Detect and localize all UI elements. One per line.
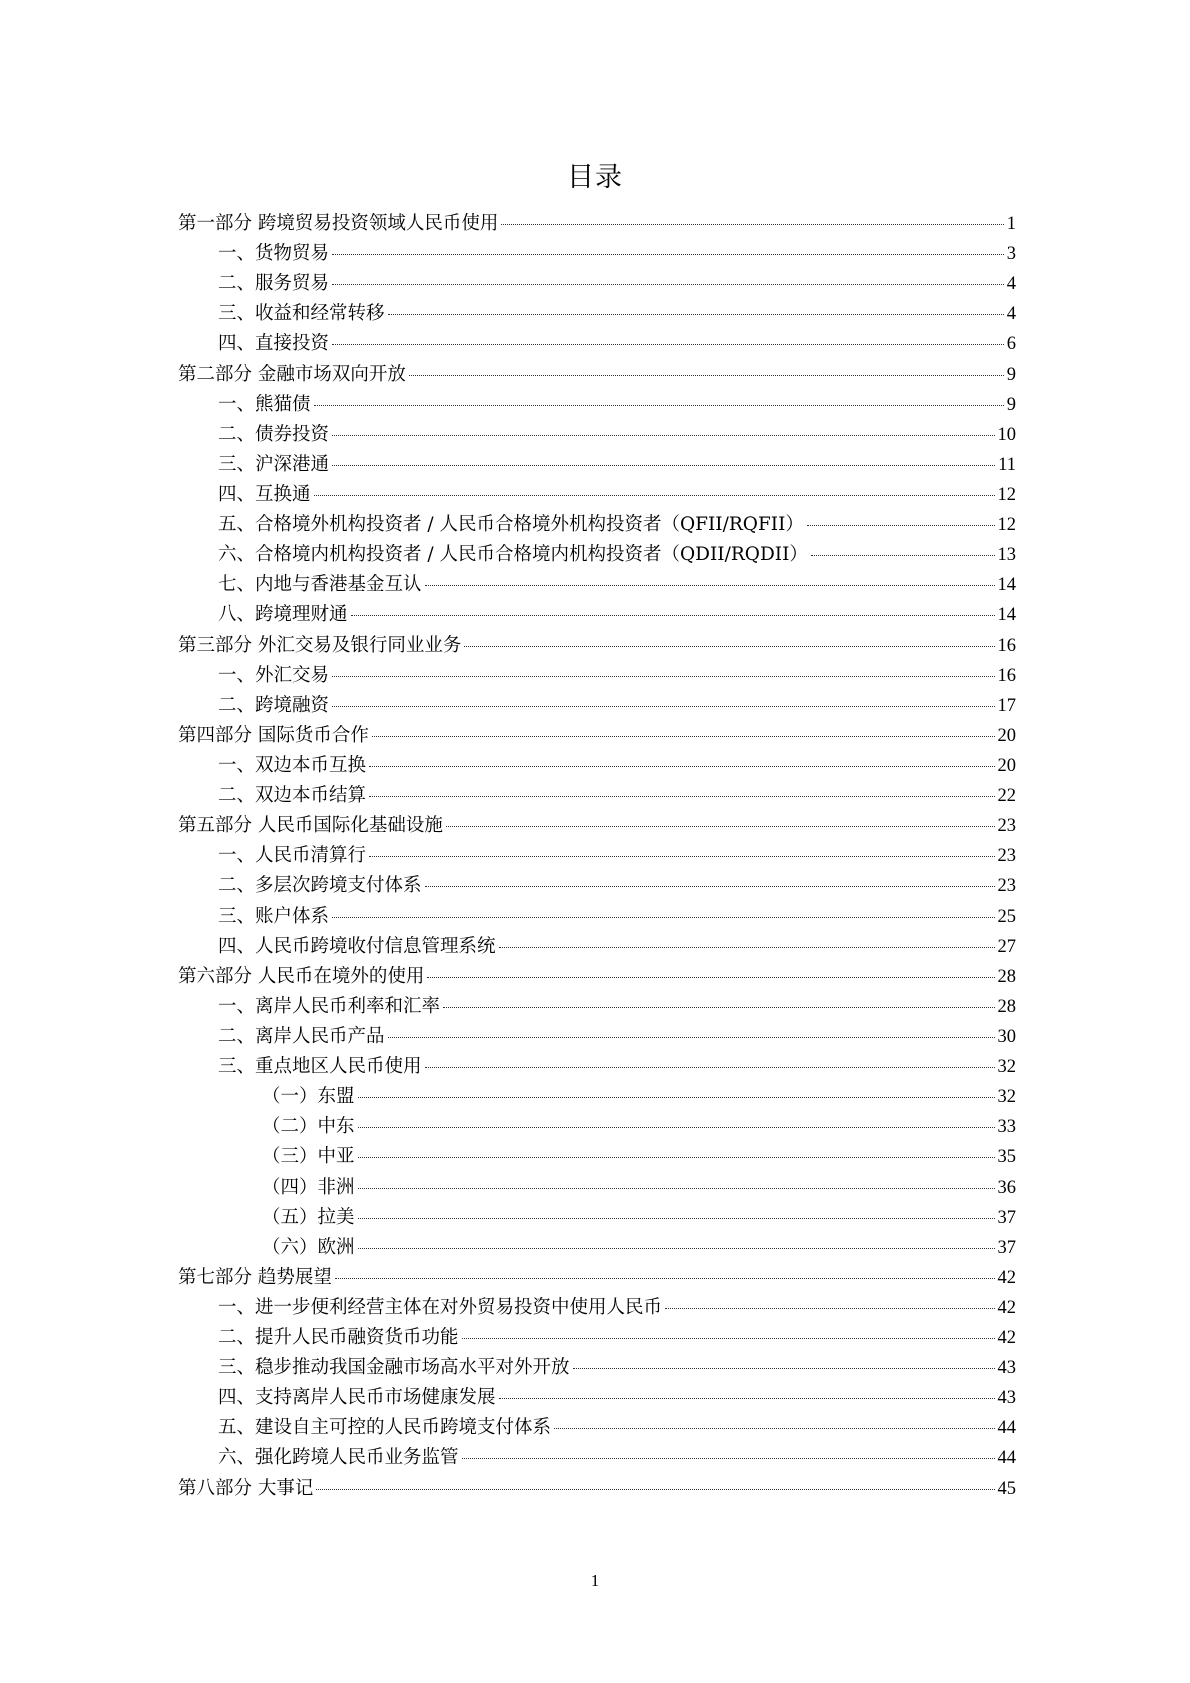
toc-entry-page-number: 20 [997,755,1016,776]
toc-entry-label: 一、进一步便利经营主体在对外贸易投资中使用人民币 [218,1296,663,1318]
toc-entry-page-number: 25 [997,906,1016,927]
toc-dot-leader [388,1037,995,1038]
toc-entry-page-number: 43 [997,1358,1016,1379]
toc-dot-leader [358,1218,995,1219]
toc-dot-leader [332,284,1004,285]
toc-subsection-entry[interactable] [178,1233,1016,1263]
toc-entry-page-number: 36 [997,1177,1016,1198]
toc-dot-leader [358,1248,995,1249]
toc-dot-leader [335,1278,995,1279]
toc-section-entry[interactable] [178,932,1016,962]
toc-entry-page-number: 30 [997,1026,1016,1047]
toc-entry-label: 第三部分 外汇交易及银行同业业务 [178,634,462,656]
toc-entry-label: 七、内地与香港基金互认 [218,574,422,596]
toc-entry-label: 第八部分 大事记 [178,1477,314,1499]
toc-entry-label: 第四部分 国际货币合作 [178,724,369,746]
toc-dot-leader [665,1308,994,1309]
toc-entry-page-number: 22 [997,786,1016,807]
toc-entry-label: 八、跨境理财通 [218,604,348,626]
toc-section-entry[interactable] [178,992,1016,1022]
toc-dot-leader [358,1127,995,1128]
toc-section-entry[interactable] [178,1353,1016,1383]
toc-section-entry[interactable] [178,329,1016,359]
toc-section-entry[interactable] [178,600,1016,630]
toc-part-entry[interactable] [178,811,1016,841]
toc-subsection-entry[interactable] [178,1112,1016,1142]
toc-dot-leader [425,886,995,887]
toc-entry-label: 二、跨境融资 [218,694,330,716]
toc-entry-page-number: 37 [997,1207,1016,1228]
toc-dot-leader [369,796,994,797]
toc-entry-label: 三、稳步推动我国金融市场高水平对外开放 [218,1357,570,1379]
toc-section-entry[interactable] [178,691,1016,721]
toc-entry-label: 三、沪深港通 [218,453,330,475]
toc-entry-label: 二、债券投资 [218,423,330,445]
toc-entry-label: 六、强化跨境人民币业务监管 [218,1447,459,1469]
toc-section-entry[interactable] [178,902,1016,932]
toc-subsection-entry[interactable] [178,1082,1016,1112]
toc-entry-page-number: 14 [997,575,1016,596]
toc-entry-page-number: 28 [997,996,1016,1017]
toc-part-entry[interactable] [178,962,1016,992]
toc-entry-label: 六、合格境内机构投资者 / 人民币合格境内机构投资者（QDII/RQDII） [218,544,808,566]
toc-dot-leader [369,856,994,857]
toc-dot-leader [332,706,994,707]
toc-dot-leader [807,525,995,526]
toc-entry-label: （一）东盟 [262,1086,355,1108]
table-of-contents [178,209,1016,1504]
toc-dot-leader [409,375,1004,376]
toc-entry-page-number: 9 [1006,364,1016,385]
toc-dot-leader [332,254,1004,255]
toc-section-entry[interactable] [178,1022,1016,1052]
toc-entry-label: 一、离岸人民币利率和汇率 [218,995,441,1017]
toc-entry-page-number: 20 [997,725,1016,746]
toc-entry-page-number: 35 [997,1147,1016,1168]
toc-section-entry[interactable] [178,1323,1016,1353]
toc-dot-leader [314,405,1004,406]
toc-entry-page-number: 12 [997,484,1016,505]
toc-entry-label: 四、人民币跨境收付信息管理系统 [218,935,496,957]
toc-subsection-entry[interactable] [178,1203,1016,1233]
toc-entry-page-number: 1 [1006,214,1016,234]
toc-dot-leader [358,1188,995,1189]
toc-section-entry[interactable] [178,570,1016,600]
toc-dot-leader [501,224,1003,225]
toc-entry-page-number: 23 [997,816,1016,837]
toc-entry-label: 第一部分 跨境贸易投资领域人民币使用 [178,213,499,234]
toc-dot-leader [358,1157,995,1158]
toc-dot-leader [425,585,995,586]
toc-entry-label: （四）非洲 [262,1176,355,1198]
toc-entry-page-number: 32 [997,1057,1016,1078]
toc-entry-label: 第六部分 人民币在境外的使用 [178,965,425,987]
toc-entry-label: 二、多层次跨境支付体系 [218,875,422,897]
toc-entry-page-number: 16 [997,665,1016,686]
toc-entry-label: 二、服务贸易 [218,273,330,295]
toc-section-entry[interactable] [178,480,1016,510]
toc-dot-leader [462,1458,995,1459]
toc-entry-page-number: 32 [997,1087,1016,1108]
toc-entry-page-number: 23 [997,876,1016,897]
toc-dot-leader [499,1398,995,1399]
toc-section-entry[interactable] [178,510,1016,540]
toc-section-entry[interactable] [178,239,1016,269]
toc-entry-label: 三、重点地区人民币使用 [218,1056,422,1078]
toc-section-entry[interactable] [178,1383,1016,1413]
toc-dot-leader [314,495,995,496]
toc-entry-page-number: 12 [997,515,1016,536]
toc-entry-page-number: 6 [1006,334,1016,355]
toc-entry-page-number: 13 [997,545,1016,566]
toc-part-entry[interactable] [178,721,1016,751]
toc-entry-label: （三）中亚 [262,1146,355,1168]
toc-section-entry[interactable] [178,751,1016,781]
toc-section-entry[interactable] [178,540,1016,570]
toc-part-entry[interactable] [178,1263,1016,1293]
toc-entry-page-number: 43 [997,1388,1016,1409]
toc-entry-page-number: 33 [997,1117,1016,1138]
toc-dot-leader [443,1007,994,1008]
toc-entry-page-number: 14 [997,605,1016,626]
toc-entry-page-number: 37 [997,1237,1016,1258]
toc-entry-page-number: 9 [1006,394,1016,415]
toc-section-entry[interactable] [178,390,1016,420]
toc-entry-page-number: 4 [1006,304,1016,325]
toc-dot-leader [332,917,994,918]
page-number-footer: 1 [590,1571,600,1590]
toc-section-entry[interactable] [178,871,1016,901]
toc-dot-leader [446,826,995,827]
toc-entry-page-number: 42 [997,1328,1016,1349]
toc-dot-leader [425,1067,995,1068]
toc-entry-label: 四、直接投资 [218,333,330,355]
toc-entry-page-number: 3 [1006,244,1016,265]
toc-section-entry[interactable] [178,1052,1016,1082]
toc-entry-label: 一、双边本币互换 [218,754,367,776]
toc-entry-page-number: 45 [997,1478,1016,1499]
toc-section-entry[interactable] [178,781,1016,811]
toc-entry-page-number: 28 [997,966,1016,987]
toc-entry-page-number: 17 [997,695,1016,716]
toc-entry-label: 四、支持离岸人民币市场健康发展 [218,1387,496,1409]
toc-dot-leader [332,435,994,436]
toc-entry-page-number: 23 [997,846,1016,867]
toc-entry-page-number: 4 [1006,274,1016,295]
toc-entry-page-number: 44 [997,1418,1016,1439]
toc-entry-label: 第七部分 趋势展望 [178,1266,332,1288]
toc-dot-leader [427,977,994,978]
toc-entry-label: 五、合格境外机构投资者 / 人民币合格境外机构投资者（QFII/RQFII） [218,514,804,536]
toc-entry-label: （二）中东 [262,1116,355,1138]
toc-entry-label: 一、人民币清算行 [218,845,367,867]
toc-entry-label: 三、账户体系 [218,905,330,927]
toc-entry-label: 第五部分 人民币国际化基础设施 [178,815,443,837]
toc-section-entry[interactable] [178,299,1016,329]
toc-part-entry[interactable] [178,631,1016,661]
toc-section-entry[interactable] [178,450,1016,480]
toc-entry-label: 第二部分 金融市场双向开放 [178,363,406,385]
toc-dot-leader [388,314,1004,315]
toc-entry-label: 一、熊猫债 [218,393,311,415]
toc-entry-label: 二、双边本币结算 [218,785,367,807]
toc-dot-leader [554,1428,994,1429]
toc-section-entry[interactable] [178,269,1016,299]
toc-section-entry[interactable] [178,420,1016,450]
toc-dot-leader [462,1338,995,1339]
toc-part-entry[interactable] [178,209,1016,239]
toc-subsection-entry[interactable] [178,1142,1016,1172]
toc-dot-leader [499,947,995,948]
toc-dot-leader [811,555,995,556]
toc-entry-page-number: 44 [997,1448,1016,1469]
toc-entry-label: 二、离岸人民币产品 [218,1025,385,1047]
toc-dot-leader [573,1368,995,1369]
toc-part-entry[interactable] [178,1474,1016,1504]
toc-entry-page-number: 11 [998,454,1016,475]
toc-entry-label: 二、提升人民币融资货币功能 [218,1327,459,1349]
toc-section-entry[interactable] [178,1443,1016,1473]
toc-subsection-entry[interactable] [178,1173,1016,1203]
toc-dot-leader [372,736,995,737]
toc-entry-label: 三、收益和经常转移 [218,303,385,325]
toc-dot-leader [316,1489,994,1490]
toc-dot-leader [351,615,995,616]
toc-entry-label: 一、外汇交易 [218,664,330,686]
toc-entry-label: （五）拉美 [262,1206,355,1228]
toc-dot-leader [369,766,994,767]
toc-entry-label: 四、互换通 [218,483,311,505]
toc-entry-label: （六）欧洲 [262,1236,355,1258]
toc-entry-page-number: 16 [997,635,1016,656]
toc-entry-page-number: 27 [997,936,1016,957]
toc-entry-page-number: 42 [997,1297,1016,1318]
toc-part-entry[interactable] [178,360,1016,390]
toc-entry-label: 五、建设自主可控的人民币跨境支付体系 [218,1417,552,1439]
toc-dot-leader [332,465,995,466]
page-title: 目录 [567,162,623,193]
toc-section-entry[interactable] [178,661,1016,691]
toc-section-entry[interactable] [178,841,1016,871]
toc-dot-leader [332,676,994,677]
toc-dot-leader [464,646,994,647]
toc-section-entry[interactable] [178,1413,1016,1443]
toc-entry-page-number: 10 [997,424,1016,445]
toc-dot-leader [358,1097,995,1098]
toc-entry-label: 一、货物贸易 [218,243,330,265]
toc-dot-leader [332,344,1004,345]
toc-entry-page-number: 42 [997,1267,1016,1288]
toc-section-entry[interactable] [178,1293,1016,1323]
